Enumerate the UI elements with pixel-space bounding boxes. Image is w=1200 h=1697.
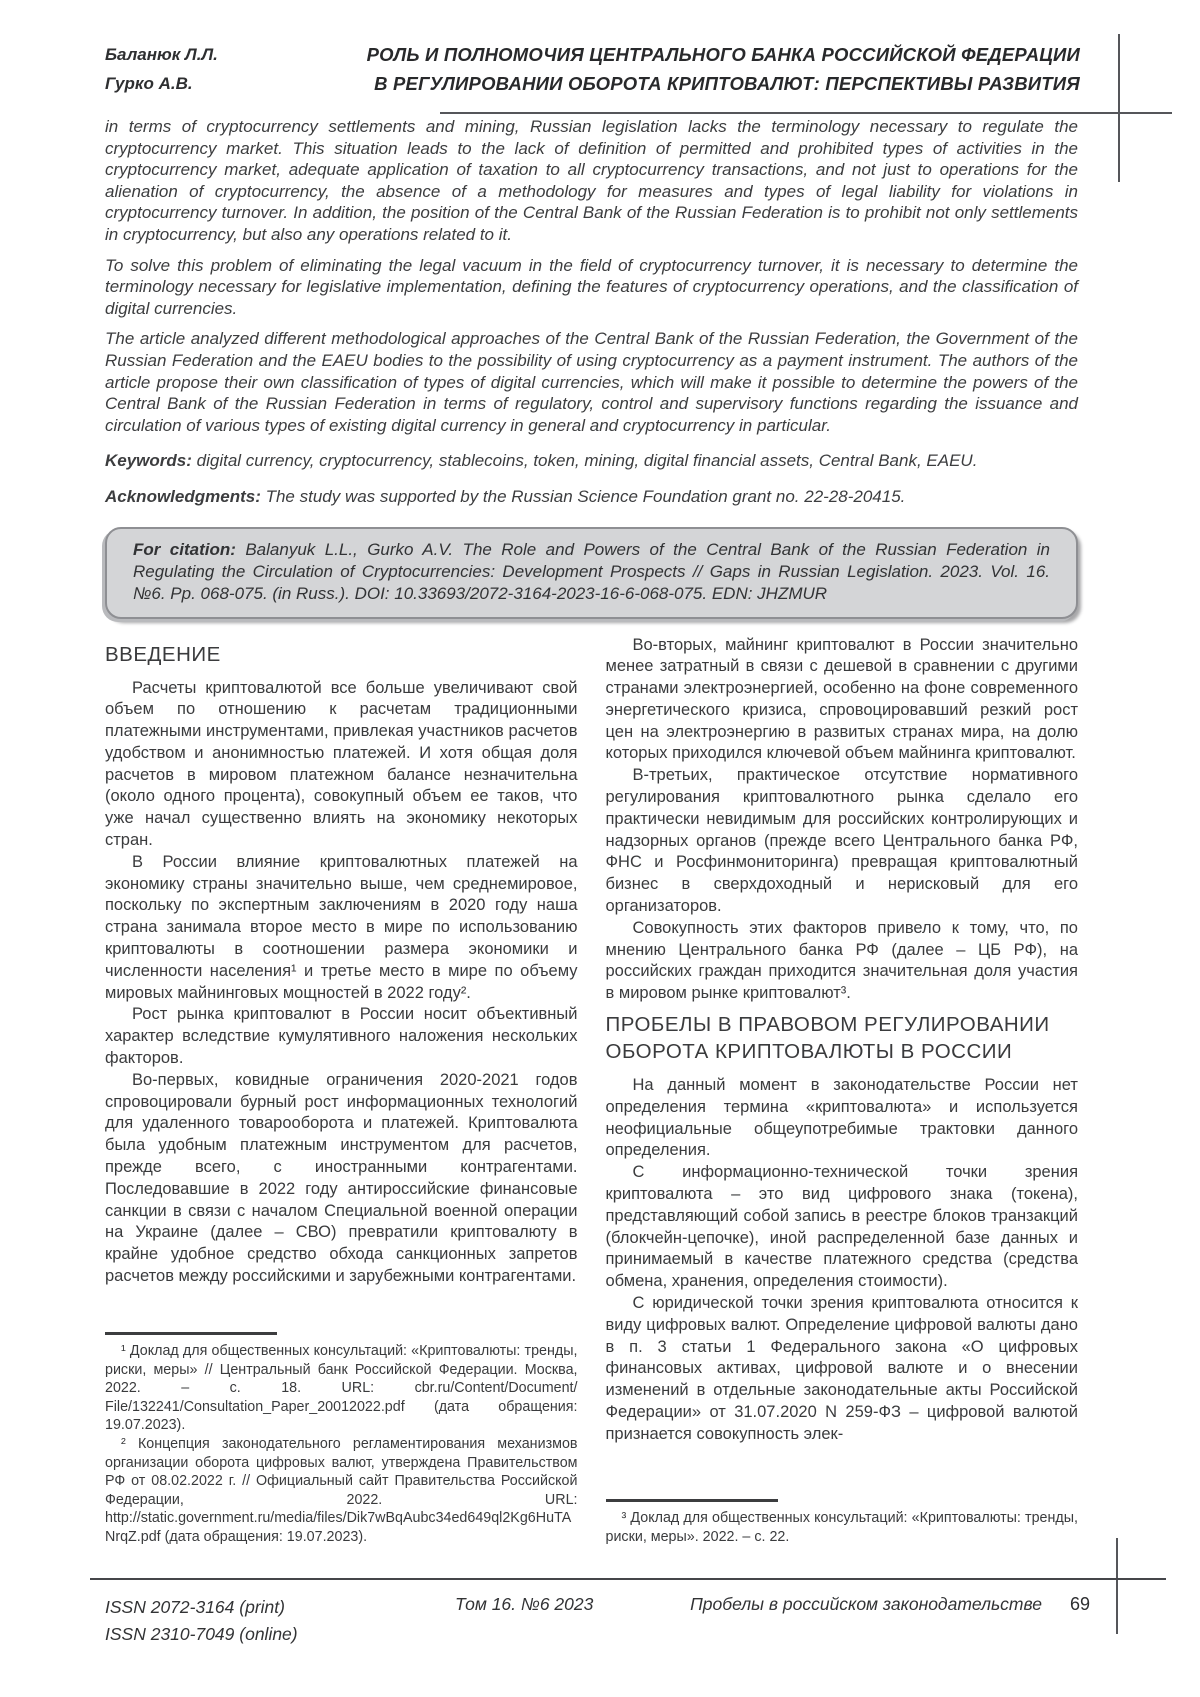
footnote: ³ Доклад для общественных консультаций: «Криптовалюты: тренды, риски, меры». 2022. – с. 22. bbox=[605, 1510, 1078, 1545]
article-title bbox=[367, 40, 1080, 98]
article-title-line: РОЛЬ И ПОЛНОМОЧИЯ ЦЕНТРАЛЬНОГО БАНКА РОССИЙСКОЙ ФЕДЕРАЦИИ bbox=[366, 44, 1080, 65]
right-footnotes bbox=[606, 1489, 1079, 1546]
body-columns bbox=[0, 619, 1200, 1547]
footer-row bbox=[0, 1580, 1200, 1648]
header-rule bbox=[440, 112, 1172, 114]
page-header bbox=[0, 0, 1200, 98]
citation-box bbox=[105, 527, 1078, 619]
acknowledgments-line bbox=[105, 486, 1078, 508]
journal-name: Пробелы в российском законодательстве bbox=[690, 1594, 1042, 1614]
issn-print: ISSN 2072-3164 (print) bbox=[105, 1597, 285, 1617]
keywords-label: Keywords: bbox=[105, 451, 192, 471]
footnote: ² Концепция законодательного регламентирования механизмов организации оборота цифровых валют, утверждена Правительством РФ от 08.02.2022 г. // Официальный сайт Правительства Российской Федерации, 2022. URL: http://static.government.ru/media/files/Dik7wBqAubc34ed649ql2Kg6HuTANrqZ.pdf (дата обращения: 19.07.2023). bbox=[105, 1435, 578, 1545]
body-paragraph: С юридической точки зрения криптовалюта относится к виду цифровых валют. Определение цифровой валюты дано в п. 3 статьи 1 Федерального закона «О цифровых финансовых активах, цифровой валюте и о внесении изменений в отдельные законодательные акты Российской Федерации» от 31.07.2020 N 259-ФЗ – цифровой валютой признается совокупность элек- bbox=[605, 1294, 1078, 1443]
body-paragraph: В-третьих, практическое отсутствие нормативного регулирования криптовалютного рынка сделало его практически невидимым для российских контролирующих и надзорных органов (прежде всего Центрального банка РФ, ФНС и Росфинмониторинга) превращая криптовалютный бизнес в сверхдоходный и нерисковый для его организаторов. bbox=[605, 766, 1078, 916]
page-number: 69 bbox=[1069, 1594, 1090, 1614]
citation-wrap bbox=[0, 517, 1200, 619]
footnote-separator bbox=[105, 1332, 277, 1335]
abstract-section bbox=[0, 98, 1200, 508]
citation-line bbox=[133, 539, 1050, 605]
body-paragraph: На данный момент в законодательстве России нет определения термина «криптовалюта» и используется неофициальные общеупотребимые трактовки данного определения. bbox=[605, 1076, 1078, 1160]
body-paragraph: Расчеты криптовалютой все больше увеличивают свой объем по отношению к расчетам традиционными платежными инструментами, привлекая участников расчетов удобством и анонимностью платежей. И хотя общая доля расчетов в мировом платежном балансе незначительна (около одного процента), совокупный объем ее таков, что уже начал существенно влиять на экономику некоторых стран. bbox=[105, 678, 578, 850]
volume-issue: Том 16. №6 2023 bbox=[455, 1594, 594, 1614]
author-name: Гурко А.В. bbox=[105, 74, 193, 93]
footer-right bbox=[690, 1594, 1090, 1615]
footnote-separator bbox=[606, 1499, 778, 1502]
section-heading-gaps: ПРОБЕЛЫ В ПРАВОВОМ РЕГУЛИРОВАНИИ ОБОРОТА КРИПТОВАЛЮТЫ В РОССИИ bbox=[605, 1013, 1050, 1064]
body-paragraph: Во-первых, ковидные ограничения 2020-2021 годов спровоцировали бурный рост информационных технологий для удаленного товарооборота и платежей. Криптовалюта была удобным платежным инструментом для расчетов, прежде всего, с иностранными контрагентами. Последовавшие в 2022 году антироссийские финансовые санкции в связи с началом Специальной военной операции на Украине (далее – СВО) превратили криптовалюту в крайне удобное средство обхода санкционных запретов расчетов между российскими и зарубежными контрагентами. bbox=[105, 1070, 578, 1286]
body-paragraph: В России влияние криптовалютных платежей на экономику страны значительно выше, чем среднемировое, поскольку по экспертным заключениям в 2020 году наша страна занимала второе место в мире по использованию криптовалюты в соотношении размера экономики и численности населения¹ и третье место в мире по объему мировых майнинговых мощностей в 2022 году². bbox=[105, 852, 578, 1002]
acknowledgments-text: The study was supported by the Russian Science Foundation grant no. 22-28-20415. bbox=[260, 486, 906, 506]
issn-online: ISSN 2310-7049 (online) bbox=[105, 1624, 298, 1644]
body-paragraph: С информационно-технической точки зрения криптовалюта – это вид цифрового знака (токена), представляющий собой запись в реестре блоков транзакций (блокчейн-цепочке), иной распределенной базе данных и принимаемый в качестве платежного средства (средства обмена, хранения, определения стоимости). bbox=[605, 1163, 1078, 1291]
page-footer bbox=[0, 1578, 1200, 1648]
abstract-paragraph: in terms of cryptocurrency settlements and mining, Russian legislation lacks the terminology necessary to regulate the cryptocurrency market. This situation leads to the lack of definition of permitted and prohibited types of activities in the cryptocurrency market, adequate application of taxation to all cryptocurrency transactions, and not just to operations for the alienation of cryptocurrency, the absence of a methodology for measures and types of legal liability for violations in cryptocurrency turnover. In addition, the position of the Central Bank of the Russian Federation is to prohibit not only settlements in cryptocurrency, but also any operations related to it. bbox=[105, 117, 1078, 244]
author-name: Баланюк Л.Л. bbox=[105, 45, 218, 64]
keywords-line bbox=[105, 450, 1078, 472]
citation-label: For citation: bbox=[133, 539, 236, 559]
issn-block bbox=[105, 1594, 455, 1648]
acknowledgments-label: Acknowledgments: bbox=[105, 486, 261, 506]
keywords-text: digital currency, cryptocurrency, stablecoins, token, mining, digital financial assets, Central Bank, EAEU. bbox=[191, 451, 978, 471]
authors-block bbox=[105, 40, 218, 98]
article-title-line: В РЕГУЛИРОВАНИИ ОБОРОТА КРИПТОВАЛЮТ: ПЕРСПЕКТИВЫ РАЗВИТИЯ bbox=[374, 73, 1080, 94]
footnote: ¹ Доклад для общественных консультаций: «Криптовалюты: тренды, риски, меры» // Центральный банк Российской Федерации. Москва, 2022. – с. 18. URL: cbr.ru/Content/Document/ File/132241/Consultation_Paper_20012022.pdf (дата обращения: 19.07.2023). bbox=[105, 1342, 578, 1434]
section-heading-introduction: ВВЕДЕНИЕ bbox=[105, 642, 221, 666]
left-column bbox=[105, 635, 578, 1547]
body-paragraph: Во-вторых, майнинг криптовалют в России значительно менее затратный в связи с дешевой в сравнении с другими странами электроэнергией, особенно на фоне современного энергетического кризиса, спровоцировавший резкий рост цен на электроэнергию в развитых странах мира, на долю которых приходился ключевой объем майнинга криптовалют. bbox=[605, 635, 1078, 763]
abstract-paragraph: To solve this problem of eliminating the legal vacuum in the field of cryptocurrency turnover, it is necessary to determine the terminology necessary for legislative implementation, defining the features of cryptocurrency operations, and the classification of digital currencies. bbox=[105, 255, 1078, 318]
left-footnotes bbox=[105, 1322, 578, 1547]
body-paragraph: Совокупность этих факторов привело к тому, что, по мнению Центрального банка РФ (далее – ЦБ РФ), на российских граждан приходится значительная доля участия в мировом рынке криптовалют³. bbox=[605, 918, 1078, 1003]
right-column bbox=[606, 635, 1079, 1547]
abstract-paragraph: The article analyzed different methodological approaches of the Central Bank of the Russian Federation, the Government of the Russian Federation and the EAEU bodies to the possibility of using cryptocurrency as a payment instrument. The authors of the article propose their own classification of types of digital currencies, which will make it possible to determine the powers of the Central Bank of the Russian Federation in terms of regulatory, control and supervisory functions regarding the issuance and circulation of various types of existing digital currency in general and cryptocurrency in particular. bbox=[105, 329, 1078, 435]
citation-text: Balanyuk L.L., Gurko A.V. The Role and Powers of the Central Bank of the Russian Federation in Regulating the Circulation of Cryptocurrencies: Development Prospects // Gaps in Russian Legislation. 2023. Vol. 16. №6. Pp. 068-075. (in Russ.). DOI: 10.33693/2072-3164-2023-16-6-068-075. EDN: JHZMUR bbox=[133, 539, 1051, 603]
body-paragraph: Рост рынка криптовалют в России носит объективный характер вследствие кумулятивного наложения нескольких факторов. bbox=[105, 1005, 578, 1068]
top-right-rule bbox=[1118, 34, 1120, 182]
